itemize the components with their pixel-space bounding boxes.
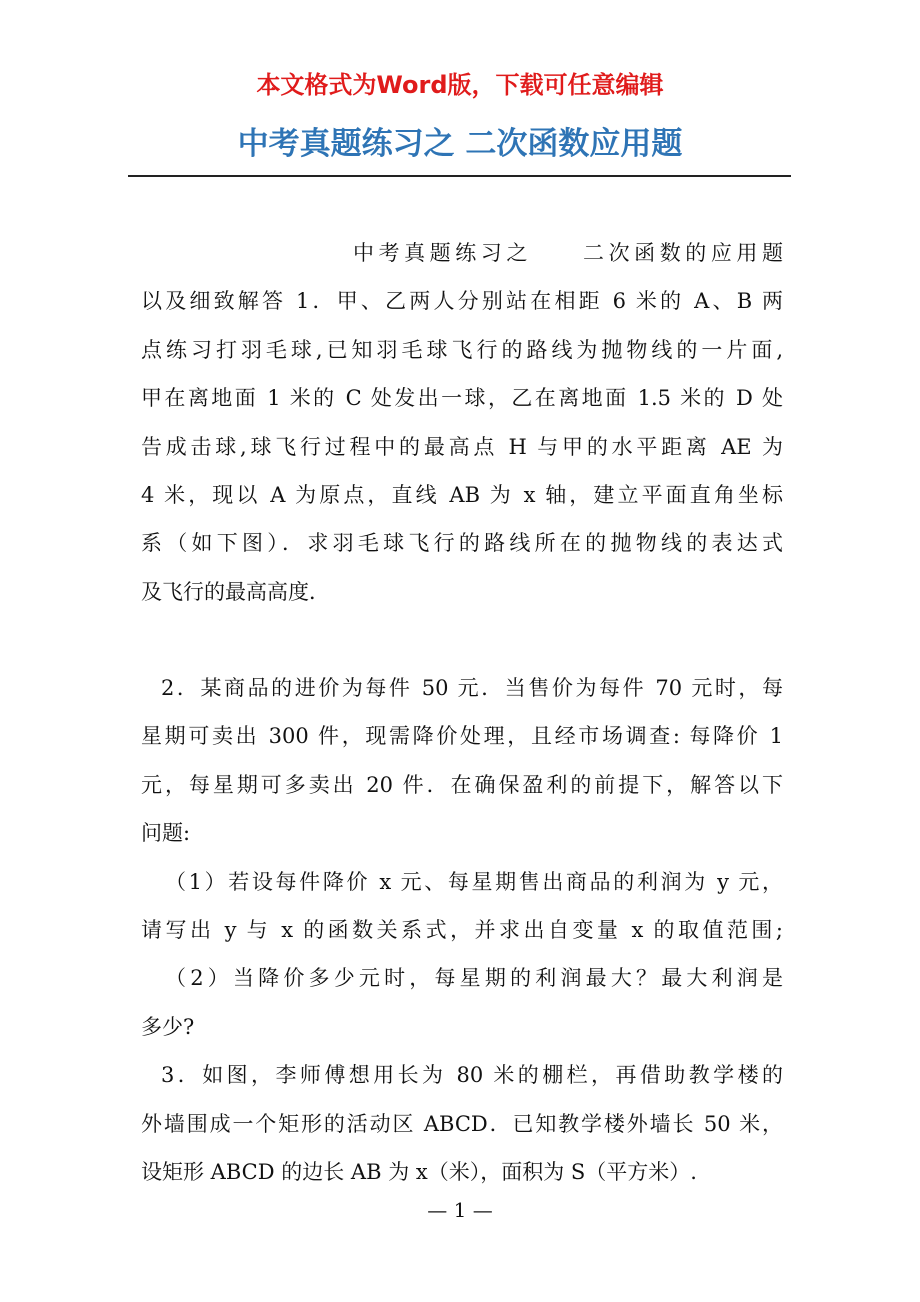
text-line: （1）若设每件降价 x 元、每星期售出商品的利润为 y 元，: [165, 869, 783, 894]
page-number: — 1 —: [427, 1198, 493, 1222]
text-line: 问题:: [141, 821, 191, 846]
text-line: 元，每星期可多卖出 20 件．在确保盈利的前提下，解答以下: [141, 772, 783, 797]
text-line: 告成击球,球飞行过程中的最高点 H 与甲的水平距离 AE 为: [141, 434, 783, 459]
text-line: 系（如下图）．求羽毛球飞行的路线所在的抛物线的表达式: [141, 531, 783, 556]
questions-2-3-paragraph: [141, 664, 783, 1196]
text-line: 2．某商品的进价为每件 50 元．当售价为每件 70 元时，每: [161, 676, 783, 700]
editable-format-banner: 本文格式为Word版，下载可任意编辑: [256, 71, 664, 99]
text-line: （2）当降价多少元时，每星期的利润最大？最大利润是: [165, 966, 783, 991]
document-title: 中考真题练习之 二次函数应用题: [237, 126, 683, 162]
text-line: 外墙围成一个矩形的活动区 ABCD．已知教学楼外墙长 50 米，: [141, 1111, 783, 1136]
title-divider: [128, 175, 791, 177]
text-line: 及飞行的最高高度．: [141, 579, 330, 604]
text-line: 点练习打羽毛球,已知羽毛球飞行的路线为抛物线的一片面,: [141, 337, 783, 362]
text-line: 设矩形 ABCD 的边长 AB 为 x（米），面积为 S（平方米）.: [141, 1159, 697, 1184]
text-line: 请写出 y 与 x 的函数关系式，并求出自变量 x 的取值范围;: [141, 917, 783, 942]
text-line: 星期可卖出 300 件，现需降价处理，且经市场调查: 每降价 1: [141, 724, 783, 749]
question-1-paragraph: [141, 229, 783, 616]
text-line: 甲在离地面 1 米的 C 处发出一球，乙在离地面 1.5 米的 D 处: [141, 386, 783, 411]
text-line: 4 米，现以 A 为原点，直线 AB 为 x 轴，建立平面直角坐标: [141, 482, 783, 507]
text-line: 以及细致解答 1．甲、乙两人分别站在相距 6 米的 A、B 两: [141, 289, 783, 314]
text-line: 中考真题练习之 二次函数的应用题: [353, 241, 783, 265]
text-line: 多少?: [141, 1014, 195, 1039]
text-line: 3．如图，李师傅想用长为 80 米的棚栏，再借助教学楼的: [161, 1063, 783, 1088]
